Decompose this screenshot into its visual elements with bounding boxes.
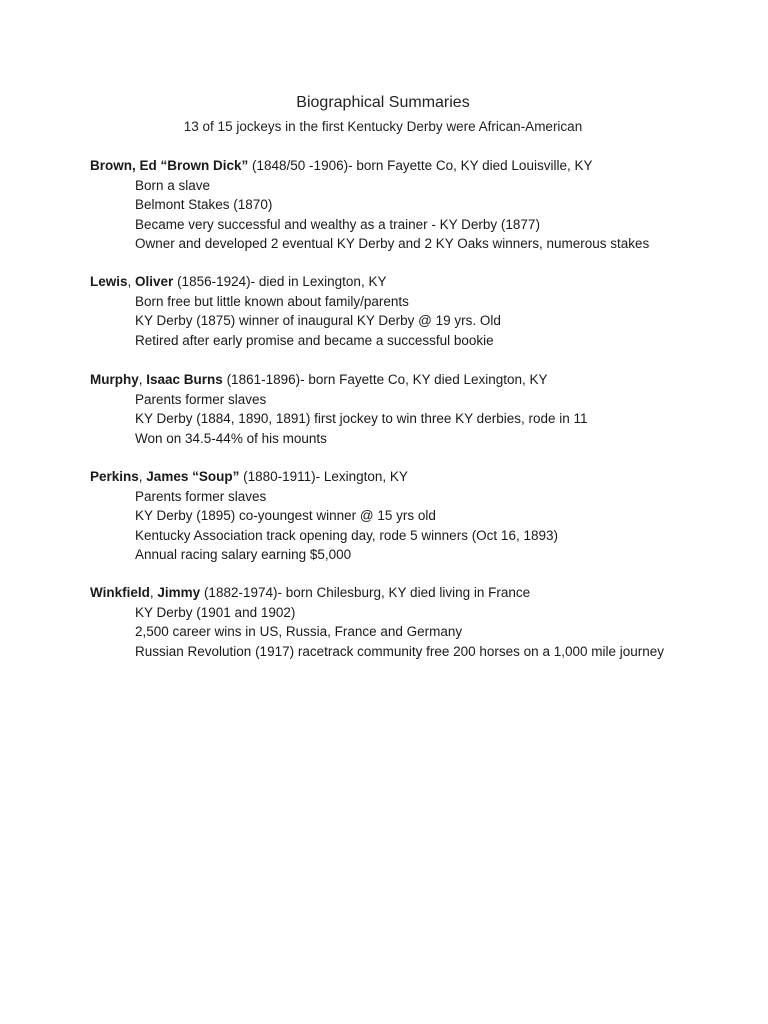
bio-entry-lewis <box>90 272 730 350</box>
jockey-details: (1880-1911)- Lexington, KY <box>239 469 408 484</box>
fact-item: Annual racing salary earning $5,000 <box>135 547 352 562</box>
fact-list <box>90 603 730 662</box>
entry-heading <box>90 156 730 176</box>
fact-item: Parents former slaves <box>135 391 267 407</box>
jockey-surname: Lewis <box>90 274 128 289</box>
jockey-details: (1861-1896)- born Fayette Co, KY died Lexington, KY <box>222 372 548 387</box>
fact-item: Won on 34.5-44% of his mounts <box>135 430 327 446</box>
fact-item: Retired after early promise and became a successful bookie <box>135 332 494 348</box>
entry-heading: Murphy, Isaac Burns (1861-1896)- born Fayette Co, KY died Lexington, KY <box>90 372 548 387</box>
entry-heading: Lewis, Oliver (1856-1924)- died in Lexington, KY <box>90 274 387 289</box>
fact-item: KY Derby (1875) winner of inaugural KY Derby @ 19 yrs. Old <box>135 313 501 328</box>
jockey-given-name: Isaac Burns <box>146 372 223 387</box>
bio-entry-murphy <box>90 370 730 448</box>
jockey-details: (1848/50 -1906)- born Fayette Co, KY died Louisville, KY <box>248 158 593 173</box>
fact-item: 2,500 career wins in US, Russia, France and Germany <box>135 624 463 639</box>
jockey-given-name: Jimmy <box>157 585 201 600</box>
fact-list <box>90 390 730 449</box>
document-subtitle: 13 of 15 jockeys in the first Kentucky Derby were African-American <box>183 119 583 134</box>
fact-item: KY Derby (1895) co-youngest winner @ 15 yrs old <box>135 508 436 523</box>
jockey-given-name: Oliver <box>135 274 174 289</box>
fact-item: Kentucky Association track opening day, rode 5 winners (Oct 16, 1893) <box>135 527 558 543</box>
fact-item: Belmont Stakes (1870) <box>135 197 273 212</box>
fact-list <box>90 487 730 565</box>
fact-item: Russian Revolution (1917) racetrack community free 200 horses on a 1,000 mile journey <box>135 643 665 659</box>
jockey-details: (1882-1974)- born Chilesburg, KY died living in France <box>200 585 531 600</box>
fact-list <box>90 176 730 254</box>
jockey-name: Brown, Ed “Brown Dick” <box>90 158 249 173</box>
bio-entry-winkfield <box>90 583 730 661</box>
entry-heading: Winkfield, Jimmy (1882-1974)- born Chilesburg, KY died living in France <box>90 585 531 600</box>
document-title: Biographical Summaries <box>296 94 470 111</box>
fact-item: KY Derby (1901 and 1902) <box>135 604 296 620</box>
fact-item: Parents former slaves <box>135 488 267 504</box>
jockey-surname: Murphy <box>90 372 139 387</box>
fact-item: Born a slave <box>135 177 211 193</box>
fact-list <box>90 292 730 351</box>
jockey-surname: Perkins <box>90 469 139 484</box>
jockey-given-name: James “Soup” <box>146 469 240 484</box>
jockey-details: (1856-1924)- died in Lexington, KY <box>173 274 387 289</box>
fact-item: Owner and developed 2 eventual KY Derby and 2 KY Oaks winners, numerous stakes <box>135 236 650 251</box>
bio-entry-brown <box>90 156 730 254</box>
entry-heading: Perkins, James “Soup” (1880-1911)- Lexington, KY <box>90 469 408 484</box>
fact-item: Became very successful and wealthy as a trainer - KY Derby (1877) <box>135 216 540 232</box>
jockey-surname: Winkfield <box>90 585 150 600</box>
fact-item: KY Derby (1884, 1890, 1891) first jockey to win three KY derbies, rode in 11 <box>135 411 588 426</box>
bio-entry-perkins <box>90 467 730 565</box>
fact-item: Born free but little known about family/parents <box>135 293 409 309</box>
